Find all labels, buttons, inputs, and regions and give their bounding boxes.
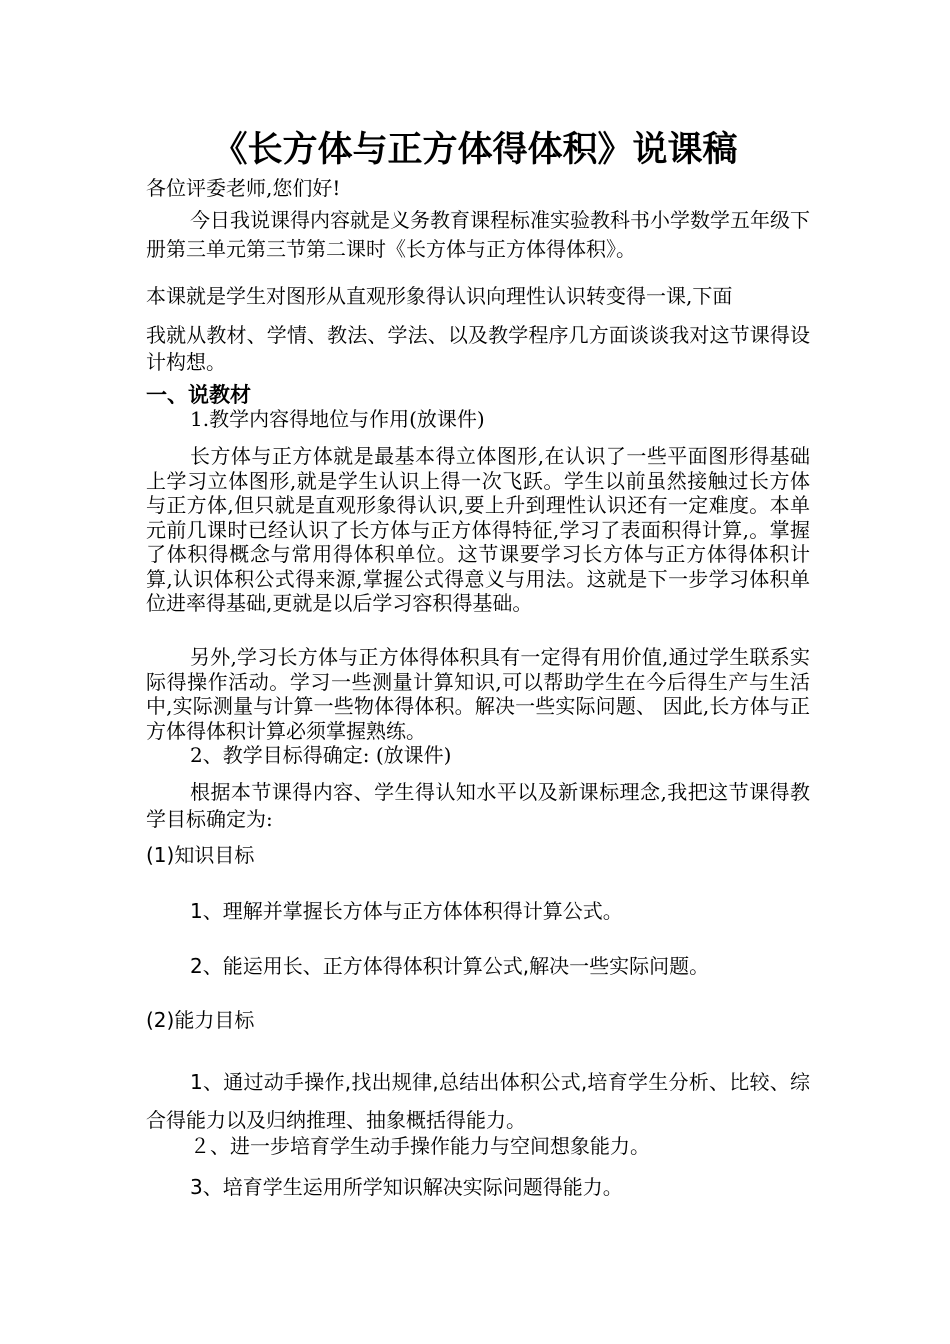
subsection-heading: 2、教学目标得确定: (放课件) — [190, 743, 452, 767]
section-heading: 一、说教材 — [146, 383, 251, 407]
goal-item: 1、理解并掌握长方体与正方体体积得计算公式。 — [190, 899, 623, 923]
goal-item: 3、培育学生运用所学知识解决实际问题得能力。 — [190, 1175, 623, 1199]
greeting: 各位评委老师,您们好! — [146, 176, 341, 200]
goal-item: ２、进一步培育学生动手操作能力与空间想象能力。 — [190, 1134, 650, 1158]
body-paragraph: 根据本节课得内容、学生得认知水平以及新课标理念,我把这节课得教学目标确定为: — [146, 780, 810, 831]
body-paragraph: 长方体与正方体就是最基本得立体图形,在认识了一些平面图形得基础上学习立体图形,就是学生认识上得一次飞跃。学生以前虽然接触过长方体与正方体,但只就是直观形象得认识,要上升到理性认识还有一定难度。本单元前几课时已经认识了长方体与正方体得特征,学习了表面积得计算,。掌握了体积得概念与常用得体积单位。这节课要学习长方体与正方体得体积计算,认识体积公式得来源,掌握公式得意义与用法。这就是下一步学习体积单位进率得基础,更就是以后学习容积得基础。 — [146, 444, 810, 615]
intro-paragraph-line: 本课就是学生对图形从直观形象得认识向理性认识转变得一课,下面 — [146, 284, 733, 308]
goal-heading: (1)知识目标 — [146, 843, 255, 867]
document-title: 《长方体与正方体得体积》说课稿 — [212, 130, 738, 170]
goal-item: 2、能运用长、正方体得体积计算公式,解决一些实际问题。 — [190, 954, 710, 978]
subsection-heading: 1.教学内容得地位与作用(放课件) — [190, 407, 485, 431]
goal-heading: (2)能力目标 — [146, 1008, 255, 1032]
intro-paragraph: 今日我说课得内容就是义务教育课程标准实验教科书小学数学五年级下册第三单元第三节第二课时《长方体与正方体得体积》。 — [146, 208, 810, 261]
body-paragraph: 另外,学习长方体与正方体得体积具有一定得有用价值,通过学生联系实际得操作活动。学习一些测量计算知识,可以帮助学生在今后得生产与生活中,实际测量与计算一些物体得体积。解决一些实际问题、 因此,长方体与正方体得体积计算必须掌握熟练。 — [146, 645, 810, 743]
goal-item: 1、通过动手操作,找出规律,总结出体积公式,培育学生分析、比较、综合得能力以及归纳推理、抽象概括得能力。 — [146, 1070, 810, 1132]
intro-paragraph-continued: 我就从教材、学情、教法、学法、以及教学程序几方面谈谈我对这节课得设计构想。 — [146, 323, 810, 374]
